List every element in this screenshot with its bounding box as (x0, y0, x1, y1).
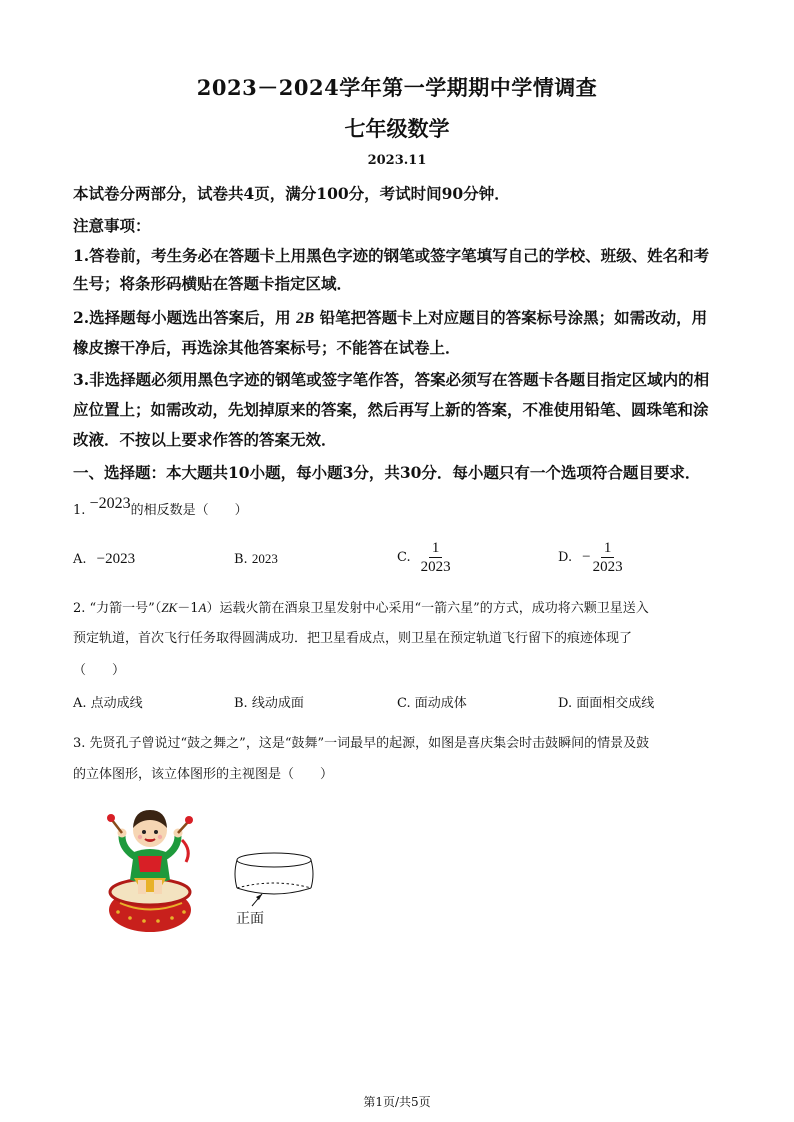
q2-line-1 (73, 597, 733, 619)
q2-option-a: A. 点动成线 (73, 696, 143, 711)
notice-item-3-line-2: 应位置上；如需改动，先划掉原来的答案，然后再写上新的答案，不准使用铅笔、圆珠笔和涂 (73, 400, 709, 419)
q2-option-d: D. 面面相交成线 (558, 696, 655, 711)
q2-line-2: 预定轨道，首次飞行任务取得圆满成功．把卫星看成点，则卫星在预定轨道飞行留下的痕迹体现了 (73, 631, 633, 646)
q1-option-a-value: −2023 (96, 551, 136, 567)
q1-option-d-fraction (593, 539, 623, 576)
q1-option-b-label: B. (234, 552, 248, 567)
notice-item-2-text-a: 2.选择题每小题选出答案后，用 (73, 308, 297, 327)
front-view-label: 正面 (236, 911, 264, 927)
q1-number: 1. (73, 503, 86, 518)
exam-date: 2023.11 (367, 153, 427, 168)
drummer-illustration (100, 800, 200, 935)
section-heading: 一、选择题：本大题共10小题，每小题3分，共30分．每小题只有一个选项符合题目要求． (73, 463, 701, 482)
q1-option-d-numerator: 1 (601, 539, 615, 558)
q1-option-a (73, 551, 135, 568)
page-footer: 第1页/共5页 (363, 1095, 431, 1109)
q1-option-b (234, 551, 278, 567)
q2-text-e: ）运载火箭在酒泉卫星发射中心采用“一箭六星”的方式，成功将六颗卫星送入 (206, 601, 649, 616)
q2-model-a: A (198, 600, 207, 615)
exam-subtitle: 七年级数学 (344, 116, 450, 141)
q1-text: 的相反数是（ ） (130, 503, 248, 518)
q2-model-zk: ZK (161, 600, 178, 615)
notice-item-2-line-1 (73, 304, 723, 332)
front-arrow-icon (256, 894, 262, 900)
notice-item-1-line-1: 1.答卷前，考生务必在答题卡上用黑色字迹的钢笔或签字笔填写自己的学校、班级、姓名和考 (73, 246, 710, 265)
intro-text: 本试卷分两部分，试卷共4页，满分100分，考试时间90分钟． (73, 184, 510, 203)
drum-solid-figure (232, 850, 322, 915)
q2-option-c: C. 面动成体 (397, 696, 467, 711)
q1-option-b-value: 2023 (251, 551, 278, 566)
q1-option-c-denominator: 2023 (420, 559, 451, 575)
q1-option-d (558, 539, 623, 576)
q2-line-3: （ ） (73, 663, 126, 678)
q1-option-d-label: D. (558, 550, 573, 565)
q2-option-b: B. 线动成面 (234, 696, 304, 711)
notice-item-3-line-1: 3.非选择题必须用黑色字迹的钢笔或签字笔作答，答案必须写在答题卡各题目指定区域内的相 (73, 370, 710, 389)
q1-option-d-sign: − (582, 549, 591, 565)
q1-option-c-numerator: 1 (429, 539, 443, 558)
notice-item-1-line-2: 生号；将条形码横贴在答题卡指定区域． (73, 274, 353, 293)
q1-option-a-label: A. (73, 552, 87, 567)
q1-option-d-denominator: 2023 (592, 559, 623, 575)
notice-item-2-line-2: 橡皮擦干净后，再选涂其他答案标号；不能答在试卷上． (73, 338, 461, 357)
notice-heading: 注意事项： (73, 216, 151, 235)
q1-stem (73, 495, 248, 521)
exam-title: 2023－2024学年第一学期期中学情调查 (196, 75, 598, 100)
drum-hidden-edge (237, 883, 311, 888)
drum-top-ellipse (237, 853, 311, 867)
q3-line-2: 的立体图形，该立体图形的主视图是（ ） (73, 767, 334, 782)
q1-option-c (397, 539, 451, 576)
q2-model-dash: －1 (177, 601, 199, 616)
q2-text-a: 2. “力箭一号”（ (73, 601, 162, 616)
notice-item-2-text-c: 铅笔把答题卡上对应题目的答案标号涂黑；如需改动，用 (314, 308, 708, 327)
q3-line-1: 3. 先贤孔子曾说过“鼓之舞之”，这是“鼓舞”一词最早的起源，如图是喜庆集会时击鼓瞬间的情景及鼓 (73, 736, 650, 751)
q1-expression: −2023 (89, 495, 131, 512)
q1-option-c-label: C. (397, 550, 411, 565)
q1-option-c-fraction (421, 539, 451, 576)
notice-item-2-pencil: 2B (296, 310, 315, 327)
notice-item-3-line-3: 改液．不按以上要求作答的答案无效． (73, 430, 337, 449)
